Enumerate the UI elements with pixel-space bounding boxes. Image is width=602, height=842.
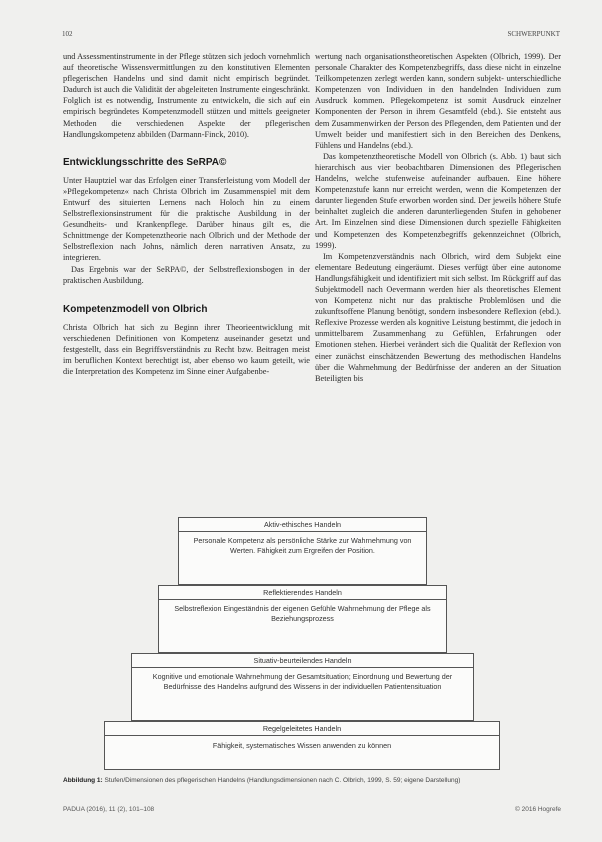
paragraph: Christa Olbrich hat sich zu Beginn ihrer Theorieentwicklung mit verschiedenen Definitionen von Kompetenz auseinander gesetzt und festgestellt, dass ein Begriffsverständnis zu Recht bzw. Beitragen meist im beruflichen Kontext berechtigt ist, aber ebenso wo kaum geteilt, wie die Interpretation des Kompetenz im Sinne einer Aufgabenbe-	[63, 322, 310, 377]
tier-reflektierend	[158, 585, 447, 653]
tier-title: Reflektierendes Handeln	[159, 586, 446, 600]
page-number: 102	[62, 30, 73, 38]
paragraph: Das kompetenztheoretische Modell von Olbrich (s. Abb. 1) baut sich hierarchisch aus vier beobachtbaren Dimensionen des Pflegerischen Handelns, welche stufenweise aufeinander aufbauen. Eine höhere Kompetenzstufe kann nur erreicht werden, wenn die Kompetenzen der darunter liegenden Stufe erworben worden sind. Der jeweils höhere Stufe beinhaltet zugleich die anderen darunterliegenden Stufen in gehobener Art. Im Einzelnen sind diese Dimensionen durch spezielle Fähigkeiten und Kompetenzen des Kompetenzbegriffs gekennzeichnet (Olbrich, 1999).	[315, 151, 561, 250]
section-heading-entwicklungsschritte: Entwicklungsschritte des SeRPA©	[63, 156, 227, 168]
tier-situativ-beurteilend	[131, 653, 474, 721]
paragraph: und Assessmentinstrumente in der Pflege stützen sich jedoch vornehmlich auf theoretische Wissensvermittlungen zu den konstitutiven Elementen pflegerischen Handelns und sind damit nicht empirisch begründet. Dadurch ist auch die Validität der abgeleiteten Instrumente eingeschränkt. Folglich ist es notwendig, Instrumente zu entwickeln, die sich auf ein empirisch begründetes Kompetenzmodell stützen und mittels geeigneter Methoden die verschiedenen Aspekte der pflegerischen Handlungskompetenz abbilden (Darmann-Finck, 2010).	[63, 52, 310, 139]
tier-title: Regelgeleitetes Handeln	[105, 722, 499, 736]
caption-text: Stufen/Dimensionen des pflegerischen Handelns (Handlungsdimensionen nach C. Olbrich, 1999, S. 59; eigene Darstellung)	[104, 777, 461, 784]
tier-description: Kognitive und emotionale Wahrnehmung der Gesamtsituation; Einordnung und Bewertung der Bedürfnisse des Handelns aufgrund des Wissens in der individuellen Patientensituation	[152, 672, 453, 692]
tier-regelgeleitet	[104, 721, 500, 770]
tier-title: Aktiv-ethisches Handeln	[179, 518, 426, 532]
citation: PADUA (2016), 11 (2), 101–108	[63, 806, 155, 813]
paragraph: wertung nach organisationstheoretischen Aspekten (Olbrich, 1999). Der personale Charakter des Kompetenzbegriffs, dass diese nicht in einzelne Teilkompetenzen zerlegt werden kann, sondern subjekt- unterschiedliche Kompetenzen von Individuen in den handelnden Individuen zum Ausdruck kommen. Pflegekompetenz ist somit Ausdruck einzelner Komponenten der Person in ihrem Gesamtfeld (ebd.). Sie entsteht aus dem Zusammenwirken der Person des Pflegenden, dem Patienten und der Umwelt beider und manifestiert sich in den Bereichen des Denkens, Fühlens und Handelns (ebd.).	[315, 52, 561, 150]
tier-title: Situativ-beurteilendes Handeln	[132, 654, 473, 668]
copyright: © 2016 Hogrefe	[515, 806, 561, 813]
page-footer	[63, 806, 561, 816]
tier-description: Fähigkeit, systematisches Wissen anwenden zu können	[212, 741, 392, 750]
paragraph: Unter Hauptziel war das Erfolgen einer Transferleistung vom Modell der »Pflegekompetenz« nach Christa Olbrich im Zusammenspiel mit dem Entwurf des situierten Lernens nach Holoch hin zu einem Selbstreflexionsinstrument für die praktische Ausbildung in der Gesundheits- und Krankenpflege. Darüber hinaus gilt es, die Schnittmenge der Kompetenztheorie nach Olbrich und der Methode der Selbstreflexion nach Johns, nämlich deren narrativen Ansatz, zu integrieren.	[63, 175, 310, 263]
right-column	[315, 51, 561, 384]
paragraph: Im Kompetenzverständnis nach Olbrich, wird dem Subjekt eine elementare Bedeutung eingeräumt. Dieses verfügt über eine autonome Handlungsfähigkeit und identifiziert mit sich selbst. Im Rückgriff auf das Subjektmodell nach Oevermann werden hier als theoretisches Element von Kompetenz nicht nur das praktische Problemlösen und die zukunftsoffene Planung benötigt, sondern insbesondere Reflexion (ebd.). Reflexive Prozesse werden als kognitive Leistung bestimmt, die jedoch in unmittelbarem Zusammenhang zu Gefühlen, Erfahrungen oder Emotionen stehen. Hierbei verändert sich die Qualität der Reflexion von einer zunächst einschätzenden Bewertung des methodischen Handelns über die Wahrnehmung der Bedürfnisse der anderen an der Situation Beteiligten bis	[315, 251, 561, 383]
journal-section: SCHWERPUNKT	[507, 30, 560, 38]
left-column	[63, 51, 310, 377]
paragraph: Das Ergebnis war der SeRPA©, der Selbstreflexionsbogen in der praktischen Ausbildung.	[63, 264, 310, 285]
figure-caption	[63, 777, 561, 784]
tier-description: Personale Kompetenz als persönliche Stärke zur Wahrnehmung von Werten. Fähigkeit zum Ergreifen der Position.	[193, 536, 412, 556]
tier-aktiv-ethisch	[178, 517, 427, 585]
section-heading-kompetenzmodell: Kompetenzmodell von Olbrich	[63, 303, 208, 315]
caption-label: Abbildung 1:	[63, 777, 103, 784]
tier-description: Selbstreflexion Eingeständnis der eigenen Gefühle Wahrnehmung der Pflege als Beziehungsprozess	[174, 604, 431, 624]
running-header	[62, 30, 560, 42]
